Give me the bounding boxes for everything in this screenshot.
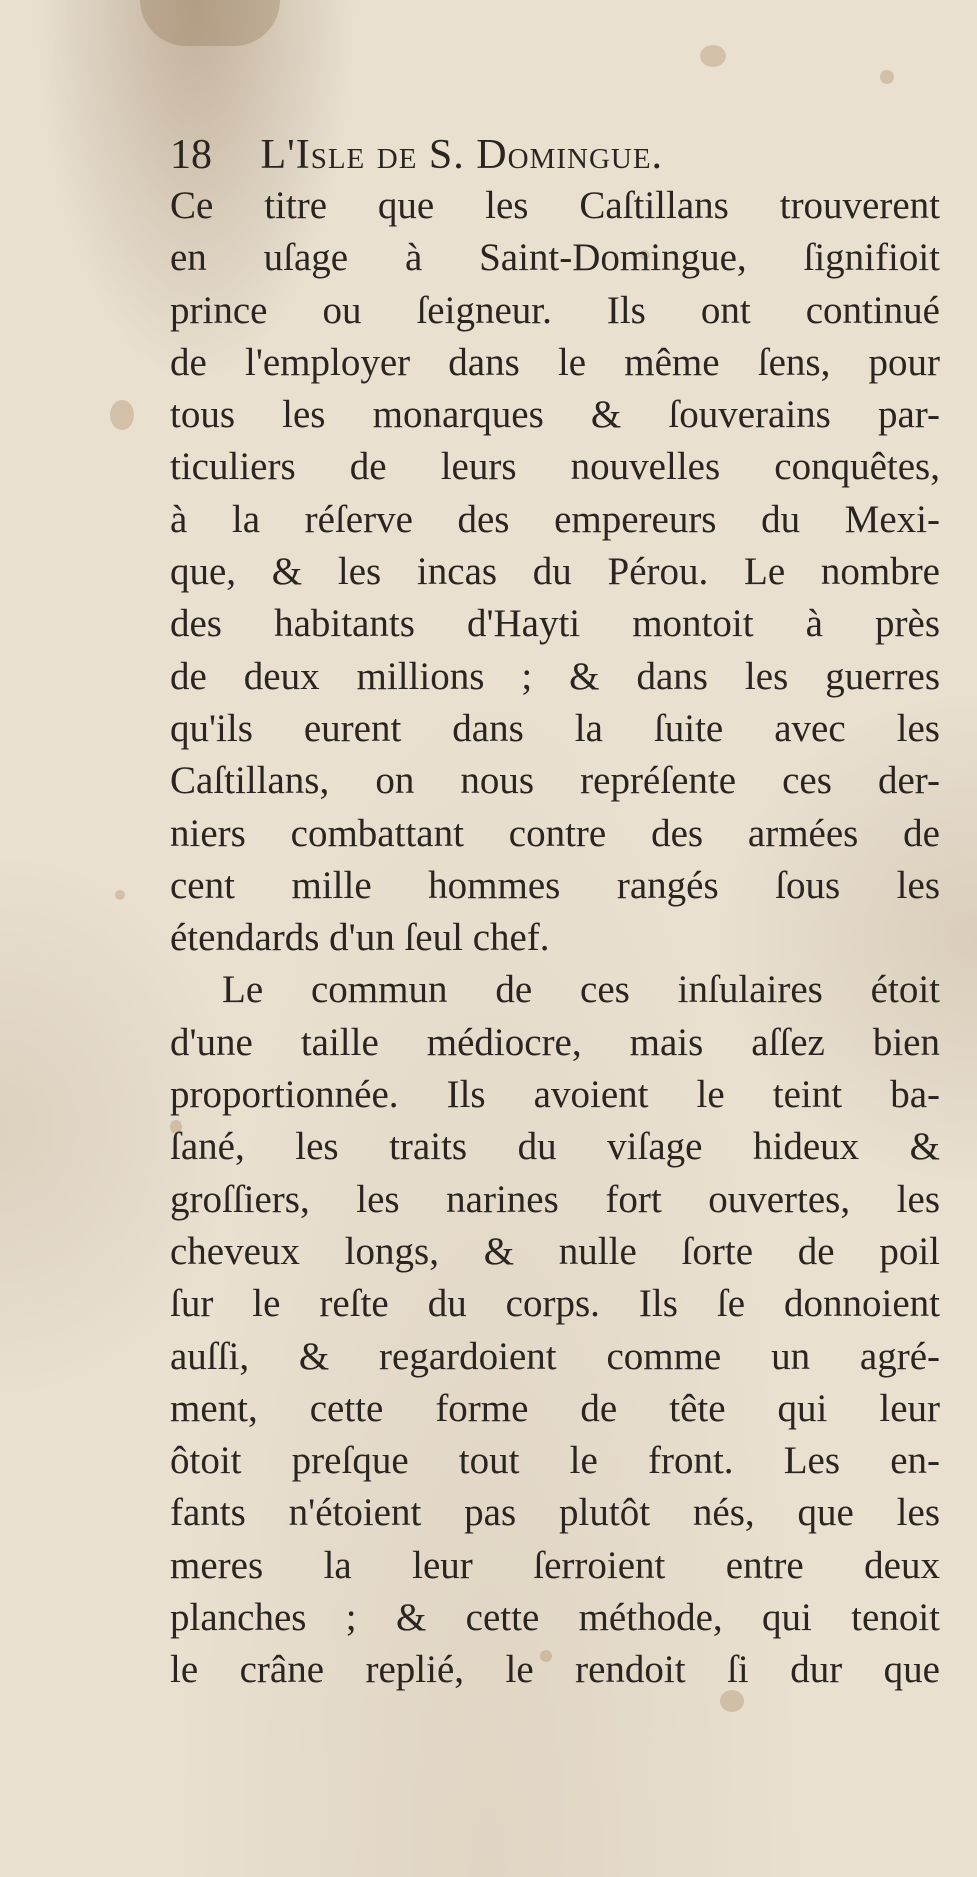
text-line: proportionnée. Ils avoient le teint ba- xyxy=(170,1073,940,1117)
text-line: étendards d'un ſeul chef. xyxy=(170,916,550,960)
text-line: ticuliers de leurs nouvelles conquêtes, xyxy=(170,445,940,489)
text-line: auſſi, & regardoient comme un agré- xyxy=(170,1334,940,1378)
text-line: Caſtillans, on nous repréſente ces der- xyxy=(170,759,940,803)
text-line: ſané, les traits du viſage hideux & xyxy=(170,1125,940,1169)
text-line: cent mille hommes rangés ſous les xyxy=(170,863,940,907)
running-title: L'Isle de S. Domingue. xyxy=(260,132,664,178)
text-line: niers combattant contre des armées de xyxy=(170,811,940,855)
text-line: ôtoit preſque tout le front. Les en- xyxy=(170,1439,940,1483)
text-line: qu'ils eurent dans la ſuite avec les xyxy=(170,706,940,750)
text-line: le crâne replié, le rendoit ſi dur que xyxy=(170,1648,940,1692)
text-line: groſſiers, les narines fort ouvertes, les xyxy=(170,1177,940,1221)
foxing-spot xyxy=(700,45,726,67)
text-line: ſur le reſte du corps. Ils ſe donnoient xyxy=(170,1282,940,1326)
text-line: de deux millions ; & dans les guerres xyxy=(170,654,940,698)
page-stain xyxy=(140,0,280,46)
text-line: planches ; & cette méthode, qui tenoit xyxy=(170,1596,940,1640)
text-line: Le commun de ces inſulaires étoit xyxy=(222,968,940,1012)
text-line: ment, cette forme de tête qui leur xyxy=(170,1386,940,1430)
text-line: des habitants d'Hayti montoit à près xyxy=(170,602,940,646)
text-line: que, & les incas du Pérou. Le nombre xyxy=(170,550,940,594)
text-line: cheveux longs, & nulle ſorte de poil xyxy=(170,1229,940,1273)
text-line: fants n'étoient pas plutôt nés, que les xyxy=(170,1491,940,1535)
page-header xyxy=(170,130,930,180)
text-line: de l'employer dans le même ſens, pour xyxy=(170,340,940,384)
foxing-spot xyxy=(880,70,894,84)
text-line: en uſage à Saint-Domingue, ſignifioit xyxy=(170,236,940,280)
text-line: à la réſerve des empereurs du Mexi- xyxy=(170,497,940,541)
body-text xyxy=(170,180,940,1697)
text-line: prince ou ſeigneur. Ils ont continué xyxy=(170,288,940,332)
text-line: Ce titre que les Caſtillans trouverent xyxy=(170,184,940,227)
text-line: d'une taille médiocre, mais aſſez bien xyxy=(170,1020,940,1064)
foxing-spot xyxy=(110,400,134,430)
text-line: tous les monarques & ſouverains par- xyxy=(170,393,940,437)
text-line: meres la leur ſerroient entre deux xyxy=(170,1543,940,1587)
page-number: 18 xyxy=(170,132,212,178)
foxing-spot xyxy=(115,890,125,900)
